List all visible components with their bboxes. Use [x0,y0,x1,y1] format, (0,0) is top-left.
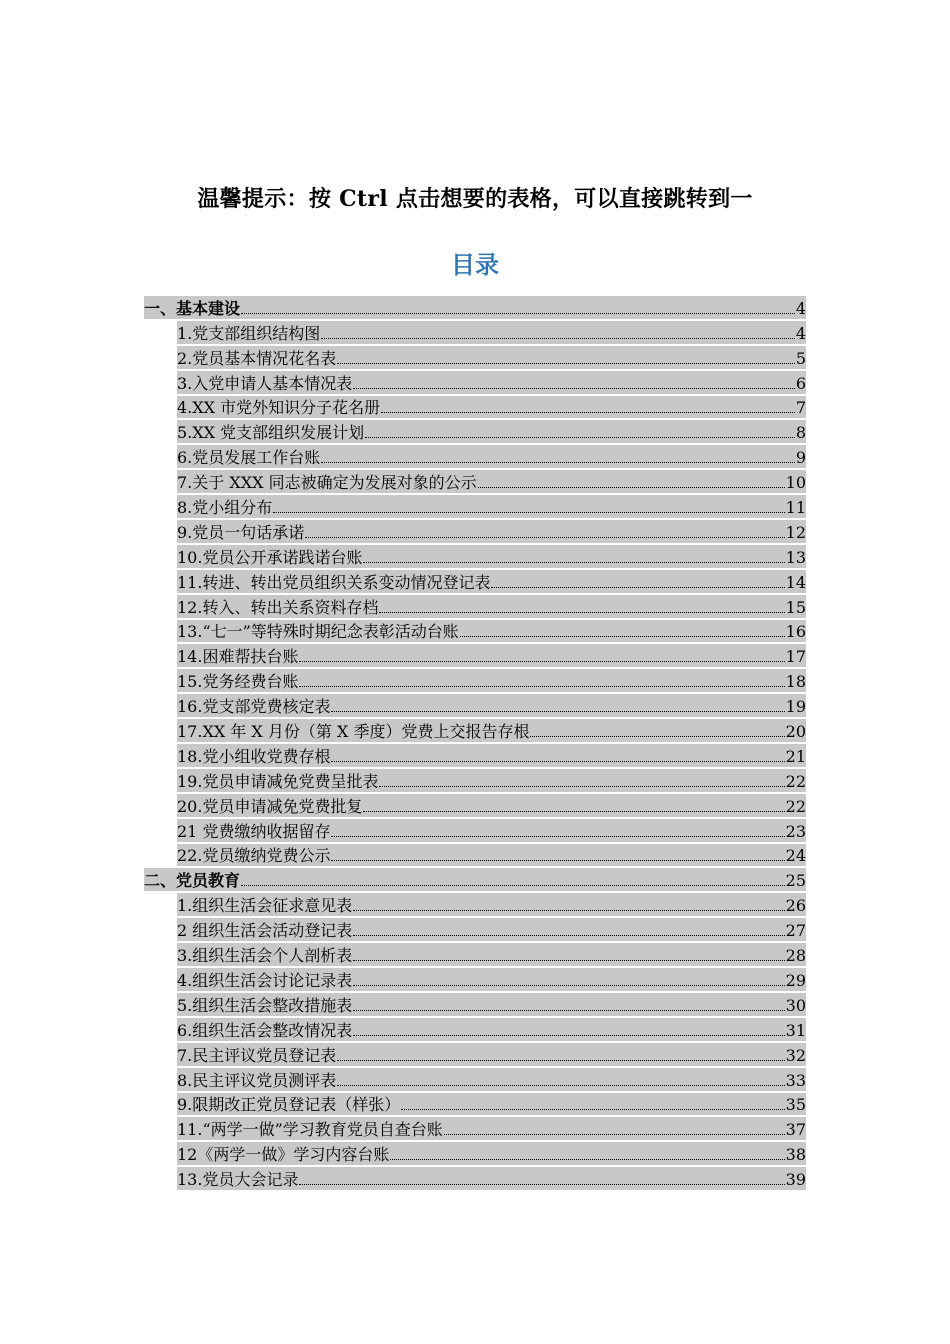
toc-page-number: 20 [785,722,806,742]
dot-leader [337,1085,784,1086]
toc-entry[interactable] [144,320,806,345]
dot-leader [337,363,795,364]
toc-entry[interactable] [144,345,806,370]
toc-page-number: 22 [785,796,806,816]
toc-entry-label: 14.困难帮扶台账 [177,647,299,667]
toc-entry-label: 一、基本建设 [144,298,241,318]
tip-text: 温馨提示：按 Ctrl 点击想要的表格，可以直接跳转到一 [197,186,753,212]
toc-entry-label: 4.组织生活会讨论记录表 [177,970,353,990]
toc-page-number: 24 [785,846,806,866]
toc-entry[interactable] [144,494,806,519]
toc-page-number: 35 [785,1095,806,1115]
toc-entry-label: 8.民主评议党员测评表 [177,1070,337,1090]
toc-page-number: 22 [785,771,806,791]
toc-page-number: 27 [785,921,806,941]
dot-leader [491,587,784,588]
toc-page-number: 29 [785,970,806,990]
toc-page-number: 14 [785,572,806,592]
toc-page-number: 18 [785,672,806,692]
toc-page-number: 15 [785,597,806,617]
toc-entry-label: 18.党小组收党费存根 [177,746,331,766]
toc-page-number: 13 [785,547,806,567]
toc-page-number: 11 [785,498,806,518]
toc-entry[interactable] [144,1141,806,1166]
toc-page-number: 19 [785,697,806,717]
toc-title: 目录 [451,251,499,279]
toc-entry[interactable] [144,743,806,768]
toc-entry-label: 17.XX 年 X 月份（第 X 季度）党费上交报告存根 [177,722,530,742]
toc-entry-label: 7.关于 XXX 同志被确定为发展对象的公示 [177,473,477,493]
dot-leader [353,910,784,911]
toc-entry-label: 11.转进、转出党员组织关系变动情况登记表 [177,572,491,592]
toc-entry-label: 8.党小组分布 [177,498,273,518]
toc-entry-label: 16.党支部党费核定表 [177,697,331,717]
toc-entry-label: 3.入党申请人基本情况表 [177,373,353,393]
dot-leader [321,462,795,463]
toc-entry[interactable] [144,768,806,793]
dot-leader [299,661,784,662]
toc-section[interactable] [144,867,806,892]
toc-entry-label: 4.XX 市党外知识分子花名册 [177,398,381,418]
dot-leader [401,1109,784,1110]
toc-entry[interactable] [144,395,806,420]
toc-page-number: 23 [785,821,806,841]
toc-entry-label: 二、党员教育 [144,871,241,891]
toc-entry[interactable] [144,419,806,444]
dot-leader [331,711,784,712]
dot-leader [353,985,784,986]
toc-page-number: 17 [785,647,806,667]
dot-leader [337,1060,784,1061]
table-of-contents [144,295,806,1191]
toc-entry[interactable] [144,818,806,843]
toc-page-number: 30 [785,995,806,1015]
toc-entry[interactable] [144,444,806,469]
toc-page-number: 16 [785,622,806,642]
toc-page-number: 5 [795,348,806,368]
toc-entry-label: 3.组织生活会个人剖析表 [177,946,353,966]
toc-entry[interactable] [144,892,806,917]
dot-leader [299,686,784,687]
dot-leader [363,811,784,812]
toc-entry[interactable] [144,992,806,1017]
dot-leader [353,1035,784,1036]
dot-leader [478,487,785,488]
toc-page-number: 7 [795,398,806,418]
toc-entry[interactable] [144,1166,806,1191]
dot-leader [353,960,784,961]
toc-entry[interactable] [144,843,806,868]
toc-page-number: 4 [795,298,806,318]
toc-entry[interactable] [144,668,806,693]
toc-page-number: 9 [795,448,806,468]
toc-entry-label: 12.转入、转出关系资料存档 [177,597,379,617]
toc-entry-label: 10.党员公开承诺践诺台账 [177,547,363,567]
toc-entry[interactable] [144,1042,806,1067]
dot-leader [299,1184,784,1185]
toc-entry[interactable] [144,693,806,718]
toc-page-number: 4 [795,323,806,343]
toc-entry[interactable] [144,469,806,494]
dot-leader [530,736,784,737]
toc-section[interactable] [144,295,806,320]
toc-entry[interactable] [144,594,806,619]
dot-leader [390,1159,784,1160]
dot-leader [353,935,784,936]
toc-entry-label: 6.组织生活会整改情况表 [177,1020,353,1040]
toc-entry[interactable] [144,967,806,992]
toc-entry[interactable] [144,917,806,942]
toc-entry-label: 2.党员基本情况花名表 [177,348,337,368]
toc-entry[interactable] [144,1067,806,1092]
dot-leader [353,1010,784,1011]
toc-entry[interactable] [144,1116,806,1141]
dot-leader [241,313,795,314]
toc-entry[interactable] [144,619,806,644]
toc-entry[interactable] [144,643,806,668]
toc-entry[interactable] [144,569,806,594]
toc-entry-label: 15.党务经费台账 [177,672,299,692]
dot-leader [273,512,784,513]
dot-leader [305,537,784,538]
toc-entry-label: 9.限期改正党员登记表（样张） [177,1095,401,1115]
toc-page-number: 8 [795,423,806,443]
dot-leader [331,860,784,861]
toc-entry[interactable] [144,793,806,818]
toc-page-number: 21 [785,746,806,766]
dot-leader [241,885,785,886]
toc-entry-label: 9.党员一句话承诺 [177,522,305,542]
toc-page-number: 37 [785,1120,806,1140]
toc-page-number: 28 [785,946,806,966]
dot-leader [365,437,795,438]
toc-page-number: 25 [785,871,806,891]
toc-page-number: 10 [785,473,806,493]
toc-entry-label: 2 组织生活会活动登记表 [177,921,353,941]
toc-page-number: 26 [785,896,806,916]
toc-page-number: 38 [785,1145,806,1165]
toc-entry-label: 13.党员大会记录 [177,1170,299,1190]
dot-leader [381,412,795,413]
dot-leader [331,836,784,837]
toc-page-number: 31 [785,1020,806,1040]
toc-entry-label: 5.XX 党支部组织发展计划 [177,423,365,443]
dot-leader [379,612,784,613]
toc-entry[interactable] [144,1092,806,1117]
toc-page-number: 33 [785,1070,806,1090]
toc-entry[interactable] [144,718,806,743]
dot-leader [444,1134,785,1135]
toc-entry-label: 7.民主评议党员登记表 [177,1045,337,1065]
toc-page-number: 39 [785,1170,806,1190]
toc-page-number: 32 [785,1045,806,1065]
toc-entry-label: 1.组织生活会征求意见表 [177,896,353,916]
toc-entry-label: 13.“七一”等特殊时期纪念表彰活动台账 [177,622,459,642]
toc-entry[interactable] [144,1017,806,1042]
toc-page-number: 6 [795,373,806,393]
dot-leader [363,562,784,563]
toc-entry-label: 1.党支部组织结构图 [177,323,321,343]
toc-entry[interactable] [144,544,806,569]
toc-entry[interactable] [144,370,806,395]
toc-entry[interactable] [144,942,806,967]
toc-entry-label: 19.党员申请减免党费呈批表 [177,771,379,791]
toc-entry-label: 21 党费缴纳收据留存 [177,821,331,841]
toc-entry-label: 6.党员发展工作台账 [177,448,321,468]
dot-leader [379,786,784,787]
toc-entry-label: 5.组织生活会整改措施表 [177,995,353,1015]
toc-entry-label: 20.党员申请减免党费批复 [177,796,363,816]
dot-leader [353,388,795,389]
dot-leader [321,338,795,339]
toc-entry-label: 11.“两学一做”学习教育党员自查台账 [177,1120,443,1140]
dot-leader [331,761,784,762]
toc-page-number: 12 [785,522,806,542]
toc-entry[interactable] [144,519,806,544]
toc-entry-label: 22.党员缴纳党费公示 [177,846,331,866]
dot-leader [460,636,785,637]
toc-entry-label: 12《两学一做》学习内容台账 [177,1145,390,1165]
